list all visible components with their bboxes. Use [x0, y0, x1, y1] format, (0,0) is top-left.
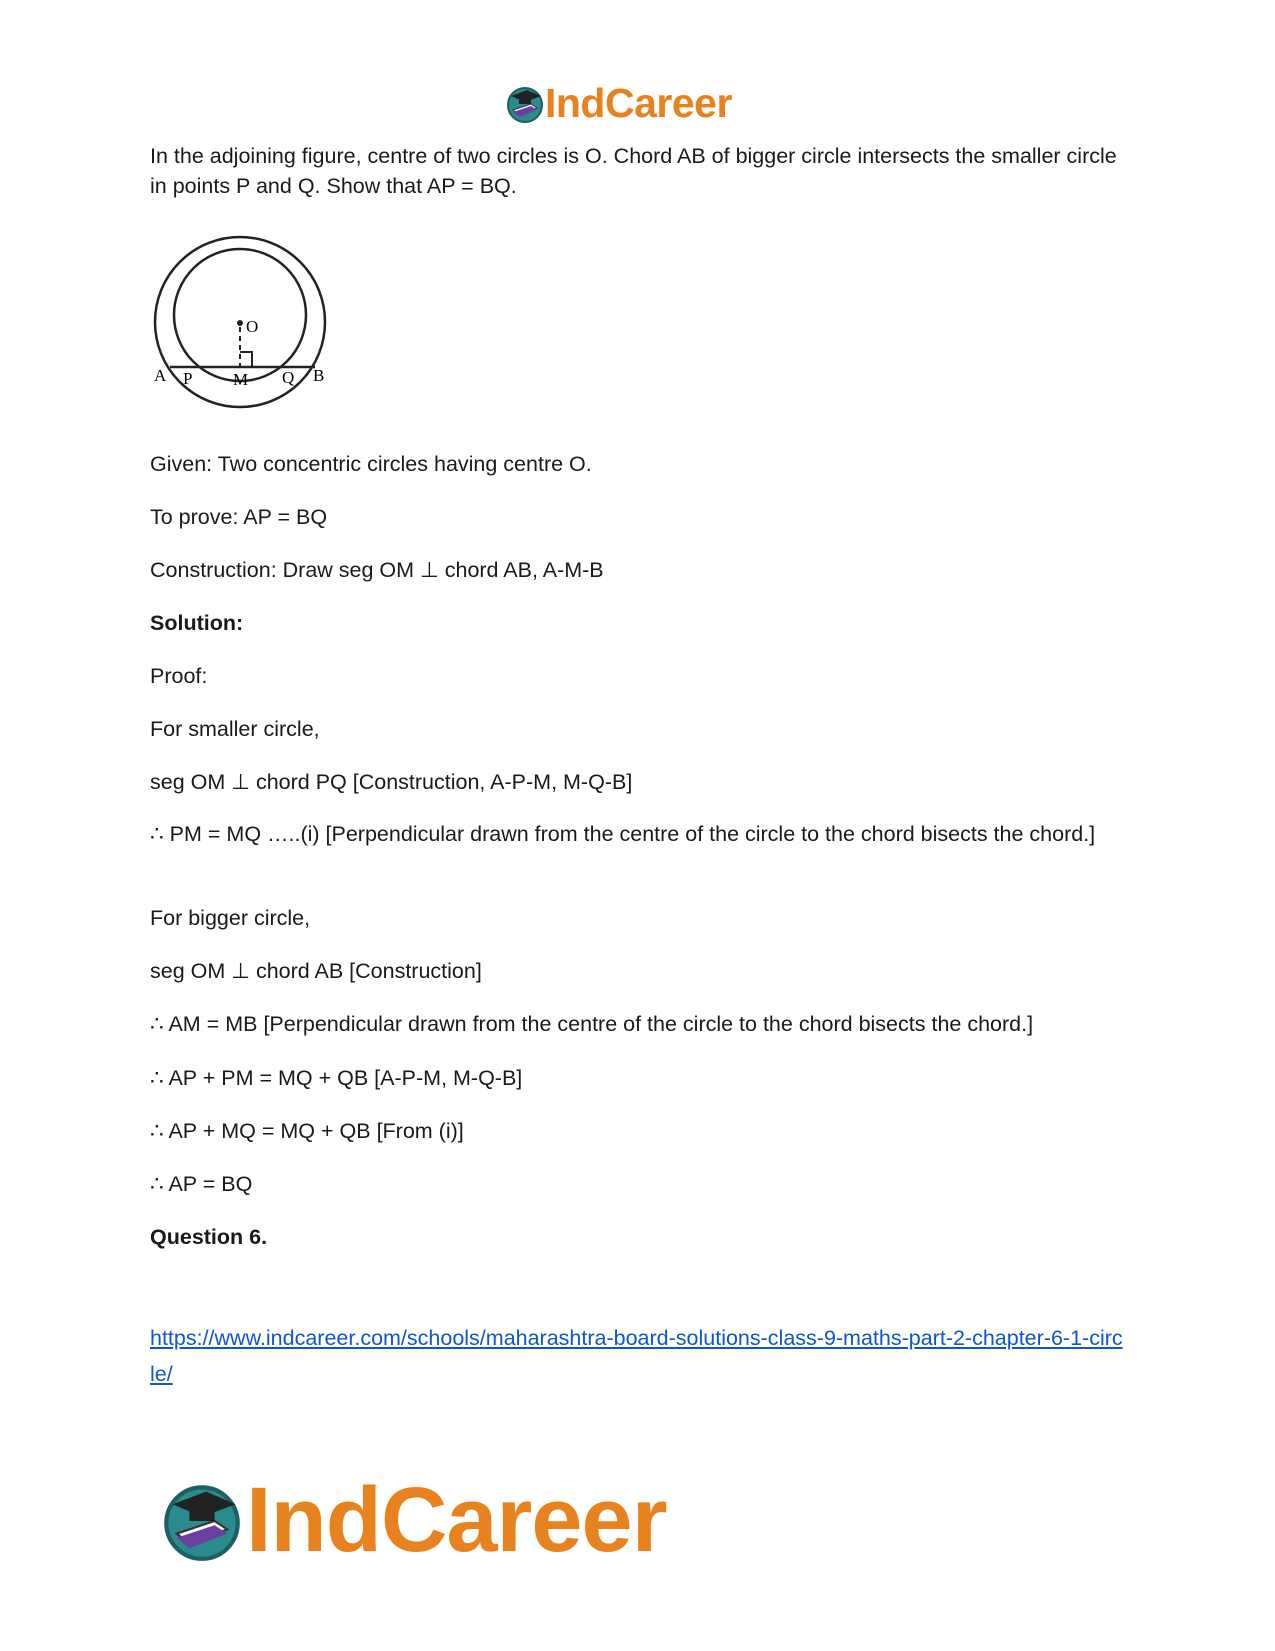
to-prove-line: To prove: AP = BQ	[150, 505, 328, 529]
bigger-circle-line: For bigger circle,	[150, 906, 311, 930]
ap-mq-line: ∴ AP + MQ = MQ + QB [From (i)]	[150, 1119, 464, 1143]
footer-logo	[160, 1468, 667, 1573]
logo-text: IndCareer	[246, 1469, 667, 1571]
label-m: M	[233, 370, 249, 389]
am-mb-line: ∴ AM = MB [Perpendicular drawn from the centre of the circle to the chord bisects the chord.]	[150, 1012, 1034, 1036]
label-a: A	[154, 366, 167, 385]
logo-text: IndCareer	[545, 80, 732, 126]
concentric-circles-figure	[150, 235, 350, 435]
seg-om-pq-line: seg OM ⊥ chord PQ [Construction, A-P-M, M-Q-B]	[150, 770, 633, 794]
graduation-cap-book-globe-icon	[505, 84, 545, 124]
pm-mq-line: ∴ PM = MQ …..(i) [Perpendicular drawn from the centre of the circle to the chord bisects the chord.]	[150, 822, 1096, 846]
next-question-heading: Question 6.	[150, 1225, 268, 1249]
smaller-circle-line: For smaller circle,	[150, 717, 320, 741]
given-line: Given: Two concentric circles having centre O.	[150, 452, 592, 476]
graduation-cap-book-globe-icon	[160, 1479, 244, 1563]
question-text: In the adjoining figure, centre of two circles is O. Chord AB of bigger circle intersects the smaller circle in points P and Q. Show that AP = BQ.	[150, 144, 1117, 198]
source-link[interactable]: https://www.indcareer.com/schools/maharashtra-board-solutions-class-9-maths-part-2-chapter-6-1-circle/	[150, 1326, 1123, 1386]
proof-label: Proof:	[150, 664, 208, 688]
label-q: Q	[282, 368, 295, 387]
label-o: O	[246, 317, 259, 336]
label-b: B	[313, 366, 325, 385]
solution-heading: Solution:	[150, 611, 244, 635]
ap-bq-line: ∴ AP = BQ	[150, 1172, 253, 1196]
header-logo	[505, 80, 732, 127]
label-p: P	[183, 369, 193, 388]
seg-om-ab-line: seg OM ⊥ chord AB [Construction]	[150, 959, 482, 983]
ap-pm-line: ∴ AP + PM = MQ + QB [A-P-M, M-Q-B]	[150, 1066, 523, 1090]
construction-line: Construction: Draw seg OM ⊥ chord AB, A-M-B	[150, 558, 604, 582]
